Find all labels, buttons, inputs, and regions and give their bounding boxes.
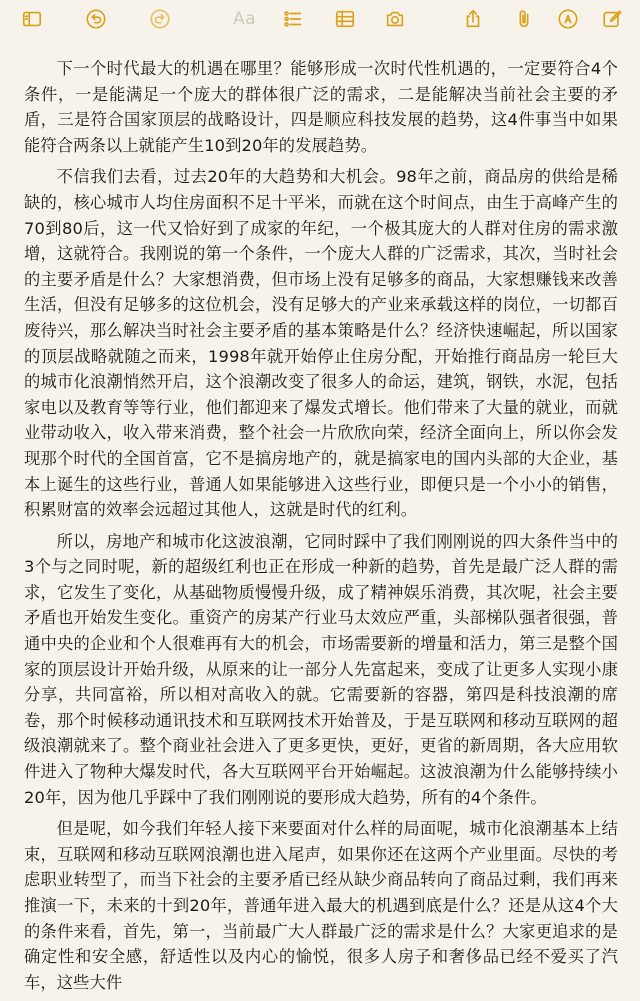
sidebar-icon[interactable]	[20, 7, 44, 31]
redo-icon[interactable]	[148, 7, 172, 31]
undo-icon[interactable]	[84, 7, 108, 31]
toolbar	[0, 0, 640, 40]
note-paragraph-2: 不信我们去看，过去20年的大趋势和大机会。98年之前，商品房的供给是稀缺的，核心城市人均住房面积不足十平米，而就在这个时间点，由生于高峰产生的70到80后，这一代又恰好到了成家的年纪，一个极其庞大的人群对住房的需求激增，这就符合。我刚说的第一个条件，一个庞大人群的广泛需求，其次，当时社会的主要矛盾是什么？大家想消费，但市场上没有足够多的商品，大家想赚钱来改善生活，但没有足够多的这位机会，没有足够大的产业来承载这样的岗位，一切都百废待兴，那么解决当时社会主要矛盾的基本策略是什么？经济快速崛起，所以国家的顶层战略就随之而来，1998年就开始停止住房分配，开始推行商品房一轮巨大的城市化浪潮悄然开启，这个浪潮改变了很多人的命运，建筑，钢铁，水泥，包括家电以及教育等等行业，他们都迎来了爆发式增长。他们带来了大量的就业，而就业带动收入，收入带来消费，整个社会一片欣欣向荣，经济全面向上，所以你会发现那个时代的全国首富，它不是搞房地产的，就是搞家电的国内头部的大企业，基本上诞生的这些行业，普通人如果能够进入这些行业，即便只是一个小小的销售，积累财富的效率会远超过其他人，这就是时代的红利。	[24, 167, 618, 520]
compose-icon[interactable]	[600, 7, 624, 31]
note-body[interactable]	[24, 56, 618, 1001]
markup-icon[interactable]	[556, 7, 580, 31]
format-button[interactable]: Aa	[233, 9, 257, 29]
note-paragraph-4: 但是呢，如今我们年轻人接下来要面对什么样的局面呢，城市化浪潮基本上结束，互联网和移动互联网浪潮也进入尾声，如果你还在这两个产业里面。尽快的考虑职业转型了，而当下社会的主要矛盾已经从缺少商品转向了商品过剩，我们再来推演一下，未来的十到20年，普通年进入最大的机遇到底是什么？还是从这4个大的条件来看，首先，第一，当前最广大人群最广泛的需求是什么？大家更追求的是确定性和安全感，舒适性以及内心的愉悦，很多人房子和奢侈品已经不爱买了汽车，这些大件	[24, 819, 618, 992]
share-icon[interactable]	[461, 7, 485, 31]
table-icon[interactable]	[333, 7, 357, 31]
attachment-icon[interactable]	[512, 7, 536, 31]
note-paragraph-3: 所以，房地产和城市化这波浪潮，它同时踩中了我们刚刚说的四大条件当中的3个与之同时呢，新的超级红利也正在形成一种新的趋势，首先是最广泛人群的需求，它发生了变化，从基础物质慢慢升级，成了精神娱乐消费，其次呢，社会主要矛盾也开始发生变化。重资产的房某产行业马太效应严重，头部梯队强者很强，普通中央的企业和个人很难再有大的机会，市场需要新的增量和活力，第三是整个国家的顶层设计开始升级，从原来的让一部分人先富起来，变成了让更多人实现小康分享，共同富裕，所以相对高收入的就。它需要新的容器，第四是科技浪潮的席卷，那个时候移动通讯技术和互联网技术开始普及，于是互联网和移动互联网的超级浪潮就来了。整个商业社会进入了更多更快，更好，更省的新周期，各大应用软件进入了物种大爆发时代，各大互联网平台开始崛起。这波浪潮为什么能够持续小20年，因为他几乎踩中了我们刚刚说的要形成大趋势，所有的4个条件。	[24, 531, 618, 807]
camera-icon[interactable]	[383, 7, 407, 31]
note-paragraph-1: 下一个时代最大的机遇在哪里？能够形成一次时代性机遇的，一定要符合4个条件，一是能满足一个庞大的群体很广泛的需求，二是能解决当前社会主要的矛盾，三是符合国家顶层的战略设计，四是顺应科技发展的趋势，这4件事当中如果能符合两条以上就能产生10到20年的发展趋势。	[24, 59, 618, 155]
checklist-icon[interactable]	[281, 7, 305, 31]
